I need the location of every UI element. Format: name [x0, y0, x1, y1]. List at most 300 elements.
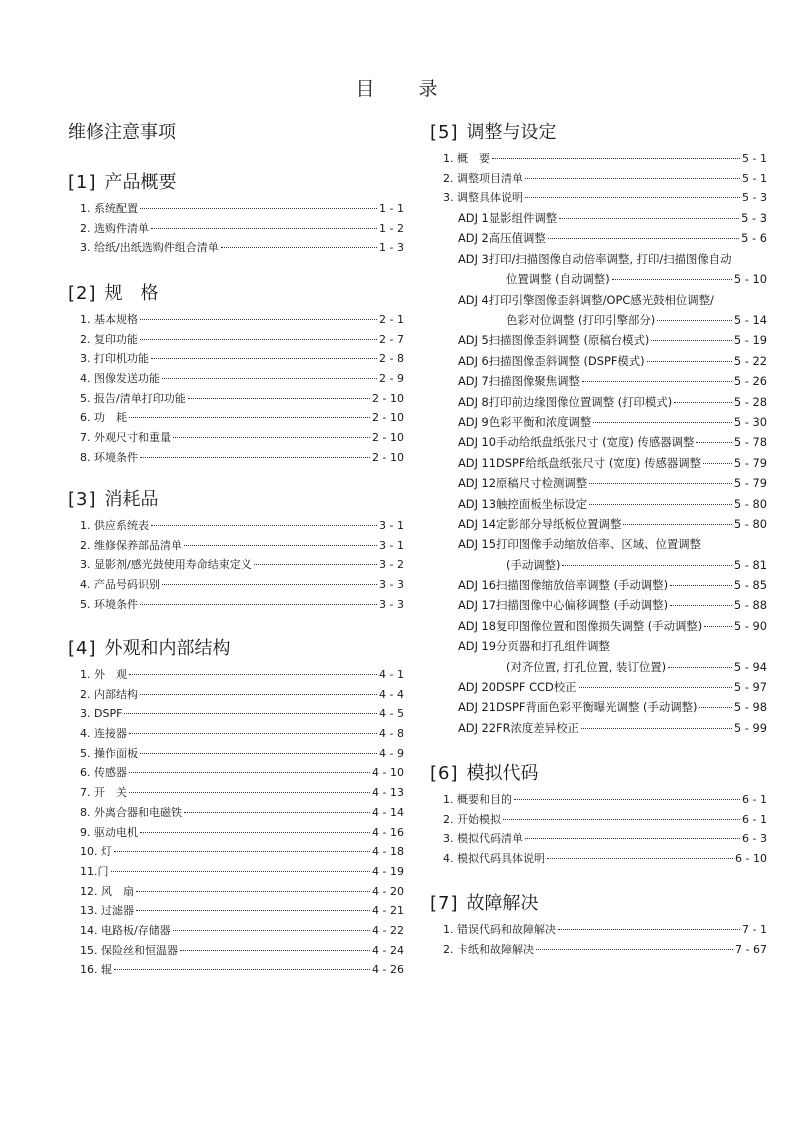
toc-entry-label: ADJ 15打印图像手动缩放倍率、区域、位置调整 [458, 537, 702, 552]
toc-entry[interactable] [443, 310, 767, 330]
toc-entry[interactable] [443, 371, 767, 391]
toc-entry[interactable] [443, 290, 767, 310]
section-number: [2] [68, 283, 97, 304]
page-title [0, 74, 793, 101]
toc-entry-page: 5 - 99 [733, 720, 767, 735]
toc-entry-label: 6. 传感器 [80, 766, 127, 780]
toc-entry[interactable] [80, 842, 404, 862]
toc-entry[interactable] [80, 330, 404, 350]
toc-entry[interactable] [80, 428, 404, 448]
toc-entry-label: 16. 辊 [80, 963, 112, 977]
toc-entry-label: 3. 模拟代码清单 [443, 832, 523, 846]
dot-leader [623, 524, 732, 525]
toc-entry-label: 4. 连接器 [80, 727, 127, 741]
toc-entry[interactable] [80, 704, 404, 724]
toc-entry-label: 12. 风 扇 [80, 884, 134, 898]
toc-entry[interactable] [443, 534, 767, 554]
toc-entry-label: 2. 调整项目清单 [443, 171, 523, 185]
dot-leader [129, 674, 377, 675]
toc-entry[interactable] [443, 249, 767, 269]
toc-list [68, 665, 404, 980]
section-title: 模拟代码 [466, 763, 539, 784]
toc-entry-page: 4 - 18 [372, 845, 404, 859]
toc-entry-page: 4 - 20 [372, 884, 404, 898]
section-heading [430, 121, 767, 145]
toc-entry-page: 4 - 8 [379, 727, 404, 741]
toc-entry[interactable] [80, 901, 404, 921]
toc-entry[interactable] [80, 575, 404, 595]
toc-entry-label: 2. 复印功能 [80, 332, 138, 346]
dot-leader [593, 422, 732, 423]
toc-entry[interactable] [80, 665, 404, 685]
dot-leader [612, 279, 732, 280]
dot-leader [184, 812, 370, 813]
section-4 [68, 637, 404, 980]
dot-leader [129, 792, 370, 793]
toc-entry-label: ADJ 13触控面板坐标设定 [458, 496, 588, 511]
toc-entry[interactable] [80, 960, 404, 980]
section-title: 规 格 [104, 283, 159, 304]
toc-entry-page: 4 - 26 [372, 963, 404, 977]
dot-leader [151, 358, 377, 359]
toc-entry[interactable] [80, 783, 404, 803]
toc-entry-page: 4 - 21 [372, 904, 404, 918]
toc-entry-label: 1. 外 观 [80, 668, 127, 681]
toc-entry[interactable] [443, 810, 767, 830]
toc-entry-page: 2 - 10 [372, 431, 404, 445]
toc-entry-label: 3. 给纸/出纸选购件组合清单 [80, 241, 219, 255]
toc-entry-page: 5 - 22 [733, 353, 767, 368]
toc-entry-label: ADJ 22FR浓度差异校正 [458, 720, 579, 735]
toc-entry[interactable] [80, 219, 404, 239]
toc-entry-label: ADJ 19分页器和打孔组件调整 [458, 639, 610, 654]
section-2 [68, 282, 404, 468]
toc-entry-page: 4 - 22 [372, 923, 404, 937]
toc-entry[interactable] [80, 369, 404, 389]
dot-leader [559, 218, 739, 219]
toc-entry[interactable] [443, 575, 767, 595]
toc-entry-label: ADJ 9色彩平衡和浓度调整 [458, 414, 592, 429]
toc-entry[interactable] [443, 392, 767, 412]
dot-leader [492, 158, 740, 159]
dot-leader [668, 667, 732, 668]
toc-entry-page: 5 - 79 [733, 455, 767, 470]
dot-leader [140, 339, 377, 340]
toc-entry[interactable] [443, 473, 767, 493]
toc-entry-page: 3 - 2 [379, 558, 404, 572]
section-3 [68, 488, 404, 614]
section-title: 消耗品 [104, 489, 159, 510]
dot-leader [699, 707, 731, 708]
intro-section [68, 121, 404, 145]
toc-entry-page: 6 - 1 [742, 812, 767, 826]
dot-leader [162, 584, 377, 585]
toc-entry[interactable] [80, 921, 404, 941]
toc-entry-label: 3. 打印机功能 [80, 352, 149, 366]
toc-entry[interactable] [443, 169, 767, 189]
toc-entry-label: ADJ 14定影部分导纸板位置调整 [458, 516, 622, 531]
toc-entry-label: 1. 基本规格 [80, 313, 138, 326]
toc-entry-label: 2. 维修保养部品清单 [80, 538, 182, 552]
section-title: 调整与设定 [466, 122, 557, 143]
toc-entry-page: 4 - 4 [379, 687, 404, 701]
toc-entry-label: 1. 概 要 [443, 152, 490, 165]
toc-entry-label: 2. 开始模拟 [443, 812, 501, 826]
toc-entry-label: ADJ 17扫描图像中心偏移调整 (手动调整) [458, 598, 669, 613]
toc-entry[interactable] [80, 862, 404, 882]
dot-leader [129, 417, 370, 418]
dot-leader [140, 604, 377, 605]
dot-leader [129, 772, 370, 773]
dot-leader [703, 463, 732, 464]
toc-entry-label: 4. 产品号码识别 [80, 578, 160, 592]
dot-leader [647, 361, 732, 362]
toc-entry-page: 1 - 1 [379, 202, 404, 215]
toc-entry[interactable] [80, 238, 404, 258]
toc-entry-label: 色彩对位调整 (打印引擎部分) [506, 313, 656, 328]
toc-entry-page: 2 - 10 [372, 391, 404, 405]
toc-entry-page: 5 - 94 [733, 659, 767, 674]
toc-entry-page: 4 - 24 [372, 943, 404, 957]
toc-entry-label: 5. 报告/清单打印功能 [80, 391, 186, 405]
toc-entry-label: ADJ 1显影组件调整 [458, 211, 558, 226]
section-number: [4] [68, 638, 97, 659]
toc-entry-label: ADJ 2高压值调整 [458, 231, 546, 246]
dot-leader [670, 585, 732, 586]
toc-entry-page: 4 - 9 [379, 746, 404, 760]
toc-entry-label: ADJ 7扫描图像聚焦调整 [458, 374, 580, 389]
toc-entry[interactable] [443, 940, 767, 960]
toc-entry[interactable] [443, 351, 767, 371]
dot-leader [589, 504, 732, 505]
toc-entry[interactable] [80, 724, 404, 744]
dot-leader [140, 457, 370, 458]
toc-entry-page: 2 - 9 [379, 372, 404, 386]
dot-leader [579, 687, 732, 688]
toc-entry-label: 6. 功 耗 [80, 411, 127, 425]
toc-entry-page: 7 - 67 [735, 942, 767, 956]
toc-entry-label: 2. 卡纸和故障解决 [443, 942, 534, 956]
section-1 [68, 171, 404, 258]
toc-entry-page: 5 - 81 [733, 557, 767, 572]
dot-leader [696, 442, 731, 443]
toc-entry-label: 8. 外离合器和电磁铁 [80, 805, 182, 819]
dot-leader [180, 950, 370, 951]
toc-entry[interactable] [443, 188, 767, 208]
dot-leader [514, 799, 740, 800]
section-number: [6] [430, 763, 459, 784]
toc-entry-page: 3 - 1 [379, 519, 404, 532]
toc-entry-page: 4 - 14 [372, 805, 404, 819]
toc-entry[interactable] [443, 849, 767, 869]
toc-entry-label: ADJ 5扫描图像歪斜调整 (原稿台模式) [458, 333, 650, 348]
dot-leader [124, 713, 377, 714]
toc-entry-label: 1. 供应系统表 [80, 519, 149, 532]
dot-leader [184, 545, 377, 546]
toc-list [430, 790, 767, 869]
toc-entry-label: 2. 选购件清单 [80, 221, 149, 235]
section-heading [68, 171, 404, 195]
dot-leader [140, 208, 377, 209]
toc-entry-label: ADJ 3打印/扫描图像自动倍率调整, 打印/扫描图像自动 [458, 251, 732, 266]
toc-entry-label: 5. 环境条件 [80, 597, 138, 611]
toc-entry-page: 4 - 16 [372, 825, 404, 839]
section-title: 外观和内部结构 [104, 638, 231, 659]
toc-entry[interactable] [80, 744, 404, 764]
toc-entry[interactable] [443, 829, 767, 849]
dot-leader [704, 626, 732, 627]
toc-entry-page: 6 - 3 [742, 832, 767, 846]
toc-entry[interactable] [80, 408, 404, 428]
toc-entry-page: 5 - 90 [733, 618, 767, 633]
toc-entry[interactable] [443, 790, 767, 810]
toc-entry-page: 3 - 1 [379, 538, 404, 552]
toc-list [68, 516, 404, 614]
dot-leader [140, 694, 377, 695]
toc-entry[interactable] [80, 199, 404, 219]
dot-leader [558, 929, 740, 930]
toc-entry-page: 5 - 28 [733, 394, 767, 409]
dot-leader [162, 378, 377, 379]
toc-entry[interactable] [80, 448, 404, 468]
dot-leader [547, 858, 733, 859]
toc-entry[interactable] [80, 349, 404, 369]
toc-entry[interactable] [443, 616, 767, 636]
toc-entry-page: 1 - 2 [379, 221, 404, 235]
toc-entry-label: ADJ 18复印图像位置和图像损失调整 (手动调整) [458, 618, 703, 633]
dot-leader [188, 398, 370, 399]
section-title: 故障解决 [466, 893, 539, 914]
toc-entry[interactable] [80, 536, 404, 556]
toc-entry-label: 3. 调整具体说明 [443, 191, 523, 205]
dot-leader [114, 851, 370, 852]
toc-entry[interactable] [80, 882, 404, 902]
dot-leader [173, 930, 370, 931]
toc-list [68, 310, 404, 468]
dot-leader [129, 733, 377, 734]
toc-entry[interactable] [443, 208, 767, 228]
dot-leader [670, 605, 732, 606]
section-heading [430, 892, 767, 916]
page-title-right: 录 [418, 78, 438, 100]
toc-entry-label: ADJ 11DSPF给纸盘纸张尺寸 (宽度) 传感器调整 [458, 455, 702, 470]
section-number: [5] [430, 122, 459, 143]
toc-entry-page: 5 - 85 [733, 578, 767, 593]
dot-leader [651, 340, 732, 341]
toc-entry[interactable] [443, 412, 767, 432]
toc-entry-page: 5 - 80 [733, 516, 767, 531]
section-number: [1] [68, 172, 97, 193]
toc-entry-label: 2. 内部结构 [80, 687, 138, 701]
toc-entry-page: 4 - 10 [372, 766, 404, 780]
toc-entry-page: 2 - 7 [379, 332, 404, 346]
toc-entry-page: 5 - 1 [742, 171, 767, 185]
toc-entry-label: 5. 操作面板 [80, 746, 138, 760]
toc-entry[interactable] [80, 516, 404, 536]
toc-entry-page: 4 - 5 [379, 707, 404, 721]
dot-leader [173, 437, 370, 438]
toc-entry-label: 7. 开 关 [80, 786, 127, 800]
dot-leader [136, 891, 370, 892]
toc-entry-label: ADJ 21DSPF背面色彩平衡曝光调整 (手动调整) [458, 700, 698, 715]
toc-entry-label: 15. 保险丝和恒温器 [80, 943, 178, 957]
toc-entry-page: 2 - 10 [372, 450, 404, 464]
toc-entry-label: 3. 显影剂/感光鼓使用寿命结束定义 [80, 558, 252, 572]
toc-entry[interactable] [443, 514, 767, 534]
toc-list [430, 920, 767, 959]
section-number: [7] [430, 893, 459, 914]
toc-entry-page: 5 - 14 [733, 313, 767, 328]
toc-entry-page: 4 - 1 [379, 668, 404, 681]
page-title-left: 目 [355, 78, 375, 100]
toc-entry-page: 2 - 1 [379, 313, 404, 326]
toc-entry-page: 5 - 80 [733, 496, 767, 511]
dot-leader [657, 320, 732, 321]
dot-leader [525, 838, 740, 839]
toc-entry[interactable] [443, 330, 767, 350]
toc-entry[interactable] [443, 228, 767, 248]
toc-entry-page: 5 - 6 [741, 231, 767, 246]
toc-entry-page: 4 - 19 [372, 864, 404, 878]
section-heading [68, 637, 404, 661]
toc-entry-label: 4. 模拟代码具体说明 [443, 852, 545, 866]
toc-list [430, 149, 767, 738]
toc-entry[interactable] [80, 685, 404, 705]
toc-entry-page: 2 - 10 [372, 411, 404, 425]
toc-entry-page: 5 - 19 [733, 333, 767, 348]
section-5 [430, 121, 767, 738]
toc-entry-page: 2 - 8 [379, 352, 404, 366]
toc-entry[interactable] [80, 941, 404, 961]
toc-entry-label: 10. 灯 [80, 845, 112, 859]
toc-entry-label: 位置调整 (自动调整) [506, 272, 610, 287]
section-heading [68, 282, 404, 306]
dot-leader [503, 819, 740, 820]
toc-entry[interactable] [443, 149, 767, 169]
toc-list [68, 199, 404, 258]
dot-leader [140, 832, 370, 833]
dot-leader [548, 238, 739, 239]
toc-entry-label: 1. 概要和目的 [443, 793, 512, 806]
toc-entry[interactable] [80, 803, 404, 823]
toc-entry[interactable] [443, 432, 767, 452]
toc-entry-label: ADJ 20DSPF CCD校正 [458, 680, 577, 695]
toc-entry[interactable] [80, 595, 404, 615]
dot-leader [136, 910, 370, 911]
dot-leader [581, 728, 732, 729]
toc-entry[interactable] [80, 763, 404, 783]
toc-entry-page: 5 - 30 [733, 414, 767, 429]
toc-entry[interactable] [443, 657, 767, 677]
section-heading [430, 762, 767, 786]
toc-entry-label: 13. 过滤器 [80, 904, 134, 918]
toc-entry-label: 8. 环境条件 [80, 450, 138, 464]
dot-leader [151, 228, 377, 229]
toc-entry-label: 11.门 [80, 864, 109, 878]
toc-entry[interactable] [443, 453, 767, 473]
toc-entry-page: 5 - 26 [733, 374, 767, 389]
dot-leader [221, 247, 377, 248]
dot-leader [674, 402, 732, 403]
toc-entry[interactable] [443, 269, 767, 289]
toc-entry-page: 6 - 1 [742, 793, 767, 806]
toc-entry-page: 5 - 79 [733, 476, 767, 491]
toc-entry-page: 3 - 3 [379, 578, 404, 592]
toc-entry-page: 5 - 10 [733, 272, 767, 287]
toc-entry-page: 5 - 78 [733, 435, 767, 450]
toc-entry[interactable] [443, 718, 767, 738]
toc-entry[interactable] [443, 697, 767, 717]
toc-entry[interactable] [80, 389, 404, 409]
toc-entry[interactable] [443, 494, 767, 514]
toc-entry-label: ADJ 10手动给纸盘纸张尺寸 (宽度) 传感器调整 [458, 435, 695, 450]
toc-entry[interactable] [443, 595, 767, 615]
toc-entry[interactable] [80, 310, 404, 330]
toc-entry-page: 5 - 3 [742, 191, 767, 205]
toc-entry-label: 9. 驱动电机 [80, 825, 138, 839]
toc-entry-label: 14. 电路板/存储器 [80, 923, 171, 937]
toc-entry[interactable] [443, 636, 767, 656]
toc-entry-label: ADJ 8打印前边缘图像位置调整 (打印模式) [458, 394, 673, 409]
dot-leader [562, 565, 731, 566]
dot-leader [582, 381, 732, 382]
toc-entry-page: 5 - 3 [741, 211, 767, 226]
toc-entry-label: ADJ 16扫描图像缩放倍率调整 (手动调整) [458, 578, 669, 593]
dot-leader [536, 949, 733, 950]
intro-heading: 维修注意事项 [68, 122, 176, 143]
toc-entry[interactable] [443, 677, 767, 697]
toc-entry-label: ADJ 6扫描图像歪斜调整 (DSPF模式) [458, 353, 645, 368]
dot-leader [151, 525, 377, 526]
dot-leader [140, 319, 377, 320]
section-heading [68, 488, 404, 512]
dot-leader [114, 969, 370, 970]
dot-leader [589, 483, 732, 484]
toc-entry-label: 7. 外观尺寸和重量 [80, 431, 171, 445]
dot-leader [140, 753, 377, 754]
toc-entry[interactable] [80, 823, 404, 843]
toc-entry-page: 5 - 98 [733, 700, 767, 715]
toc-entry-label: (对齐位置, 打孔位置, 装订位置) [506, 659, 667, 674]
toc-entry-page: 7 - 1 [742, 923, 767, 936]
dot-leader [254, 564, 377, 565]
section-6 [430, 762, 767, 869]
toc-entry-label: (手动调整) [506, 557, 561, 572]
toc-entry-label: 3. DSPF [80, 707, 123, 721]
toc-entry-page: 4 - 13 [372, 786, 404, 800]
section-7 [430, 892, 767, 959]
toc-entry[interactable] [443, 555, 767, 575]
toc-entry-page: 6 - 10 [735, 852, 767, 866]
toc-entry-page: 5 - 1 [742, 152, 767, 165]
dot-leader [111, 871, 371, 872]
dot-leader [525, 178, 740, 179]
toc-entry-label: ADJ 12原稿尺寸检测调整 [458, 476, 588, 491]
toc-entry-page: 3 - 3 [379, 597, 404, 611]
toc-entry-page: 5 - 97 [733, 680, 767, 695]
toc-entry-page: 1 - 3 [379, 241, 404, 255]
toc-entry-label: 4. 图像发送功能 [80, 372, 160, 386]
toc-entry[interactable] [80, 555, 404, 575]
dot-leader [525, 197, 740, 198]
section-number: [3] [68, 489, 97, 510]
section-title: 产品概要 [104, 172, 177, 193]
toc-entry-label: 1. 错误代码和故障解决 [443, 923, 556, 936]
toc-entry-label: 1. 系统配置 [80, 202, 138, 215]
toc-entry-label: ADJ 4打印引擎图像歪斜调整/OPC感光鼓相位调整/ [458, 292, 714, 307]
toc-entry-page: 5 - 88 [733, 598, 767, 613]
toc-entry[interactable] [443, 920, 767, 940]
